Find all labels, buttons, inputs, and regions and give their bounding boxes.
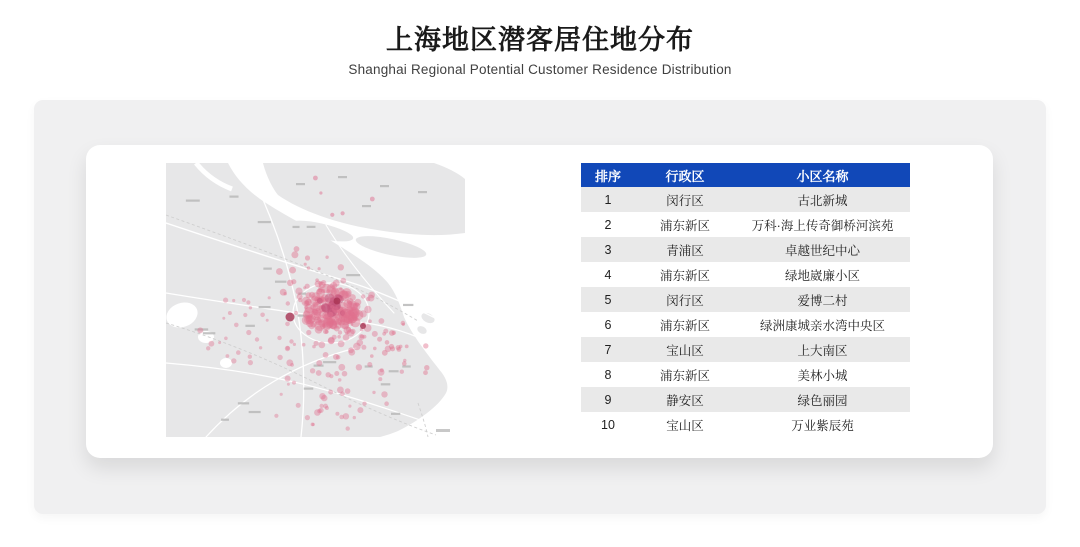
rank-cell: 2 <box>581 212 635 237</box>
district-cell: 闵行区 <box>635 187 735 212</box>
content-panel <box>34 100 1046 514</box>
community-cell: 美林小城 <box>735 362 910 387</box>
community-cell: 绿洲康城亲水湾中央区 <box>735 312 910 337</box>
table-row <box>581 362 910 387</box>
shanghai-map-image <box>166 163 465 437</box>
content-card <box>86 145 993 458</box>
community-cell: 古北新城 <box>735 187 910 212</box>
table-row <box>581 337 910 362</box>
column-header-community: 小区名称 <box>735 163 910 187</box>
table-row <box>581 237 910 262</box>
rank-cell: 10 <box>581 412 635 437</box>
community-cell: 上大南区 <box>735 337 910 362</box>
district-cell: 浦东新区 <box>635 262 735 287</box>
column-header-rank: 排序 <box>581 163 635 187</box>
rank-cell: 1 <box>581 187 635 212</box>
column-header-district: 行政区 <box>635 163 735 187</box>
rank-cell: 9 <box>581 387 635 412</box>
community-cell: 爱博二村 <box>735 287 910 312</box>
district-cell: 宝山区 <box>635 337 735 362</box>
district-cell: 青浦区 <box>635 237 735 262</box>
rank-cell: 4 <box>581 262 635 287</box>
rank-cell: 7 <box>581 337 635 362</box>
community-cell: 万科·海上传奇御桥河滨苑 <box>735 212 910 237</box>
dot-density-map-svg <box>166 163 465 437</box>
slide-header <box>0 24 1080 77</box>
district-cell: 宝山区 <box>635 412 735 437</box>
rank-cell: 6 <box>581 312 635 337</box>
community-cell: 卓越世纪中心 <box>735 237 910 262</box>
table-row <box>581 212 910 237</box>
ranking-table <box>581 163 910 437</box>
page-subtitle: Shanghai Regional Potential Customer Residence Distribution <box>348 62 732 77</box>
table-row <box>581 287 910 312</box>
table-row <box>581 387 910 412</box>
table-row <box>581 312 910 337</box>
table-row <box>581 187 910 212</box>
table-row <box>581 262 910 287</box>
table-row <box>581 412 910 437</box>
community-cell: 绿色丽园 <box>735 387 910 412</box>
page-title: 上海地区潜客居住地分布 <box>386 25 694 55</box>
rank-cell: 8 <box>581 362 635 387</box>
community-cell: 万业紫辰苑 <box>735 412 910 437</box>
district-cell: 闵行区 <box>635 287 735 312</box>
district-cell: 浦东新区 <box>635 312 735 337</box>
community-cell: 绿地崴廉小区 <box>735 262 910 287</box>
rank-cell: 5 <box>581 287 635 312</box>
district-cell: 静安区 <box>635 387 735 412</box>
rank-cell: 3 <box>581 237 635 262</box>
district-cell: 浦东新区 <box>635 212 735 237</box>
table-header-row <box>581 163 910 187</box>
district-cell: 浦东新区 <box>635 362 735 387</box>
